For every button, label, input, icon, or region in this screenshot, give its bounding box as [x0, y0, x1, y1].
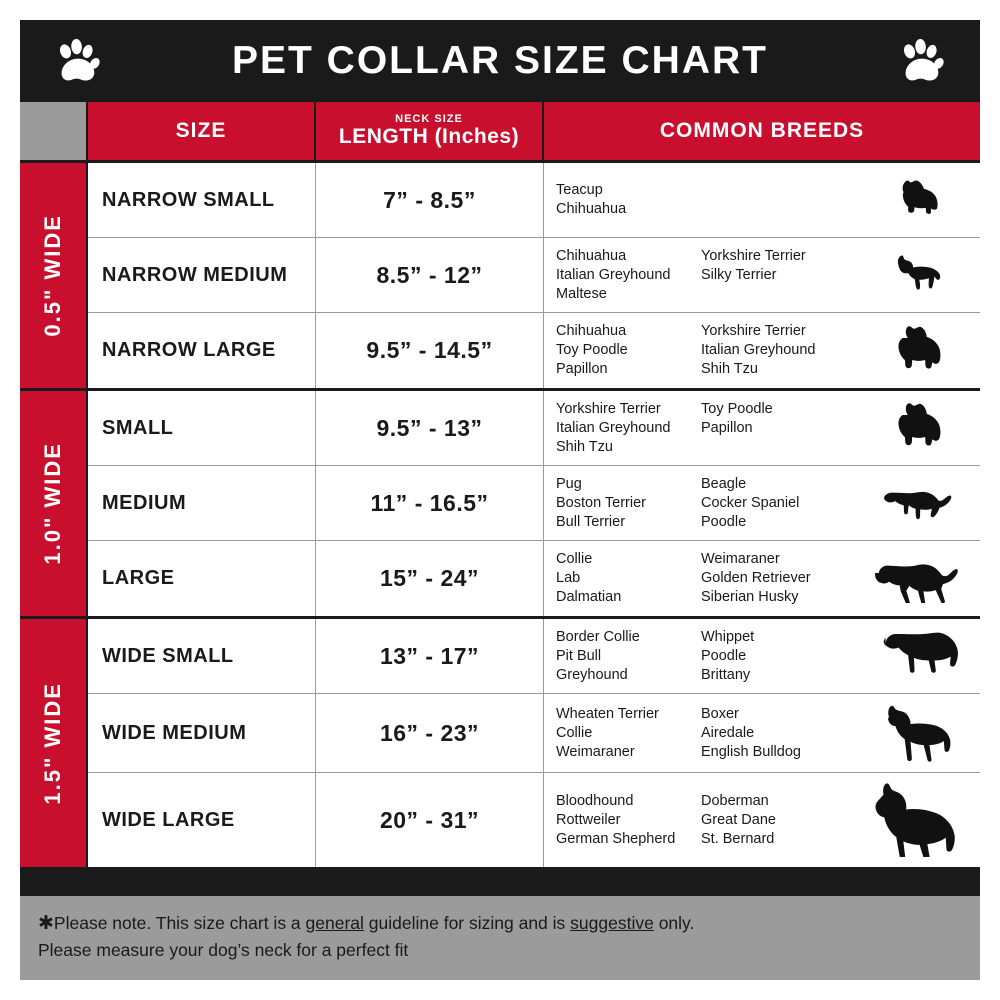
- breed-list-column-2: [701, 181, 846, 219]
- cell-size-name: WIDE SMALL: [88, 619, 316, 693]
- breed-list-column-1: [556, 322, 701, 379]
- breed-list-column-1: [556, 550, 701, 607]
- breed-name: Boxer: [701, 705, 739, 722]
- breed-list-column-2: [701, 475, 846, 532]
- group-width-label-text: 0.5" WIDE: [40, 214, 65, 337]
- cell-size-name: WIDE LARGE: [88, 773, 316, 867]
- paw-print-icon: [54, 37, 102, 85]
- breed-name: Airedale: [701, 724, 755, 741]
- dog-silhouette-beagle-icon: [866, 480, 976, 526]
- footer-note: [20, 896, 980, 980]
- breed-name: Pit Bull: [556, 647, 602, 664]
- breed-name: Doberman: [701, 792, 769, 809]
- table-row: [88, 313, 980, 388]
- breed-name: Boston Terrier: [556, 494, 646, 511]
- header-spacer-cell: [20, 102, 88, 160]
- breed-columns: [556, 400, 866, 457]
- breed-list-column-2: [701, 400, 846, 457]
- cell-common-breeds: [544, 163, 980, 237]
- breed-name: Cocker Spaniel: [701, 494, 800, 511]
- breed-name: Shih Tzu: [556, 438, 613, 455]
- breed-name: Chihuahua: [556, 201, 627, 217]
- table-row: [88, 541, 980, 616]
- cell-neck-length: 15” - 24”: [316, 541, 544, 616]
- cell-neck-length: 8.5” - 12”: [316, 238, 544, 312]
- footer-line-1: [38, 910, 962, 937]
- breed-name: Papillon: [701, 419, 753, 436]
- breed-columns: [556, 628, 866, 685]
- breed-name: Italian Greyhound: [556, 266, 671, 283]
- cell-common-breeds: [544, 391, 980, 465]
- breed-list-column-1: [556, 628, 701, 685]
- footer-line-2: Please measure your dog’s neck for a perfect fit: [38, 940, 409, 960]
- breed-name: German Shepherd: [556, 830, 676, 847]
- size-chart: [20, 20, 980, 980]
- breed-list-column-1: [556, 705, 701, 762]
- cell-size-name: SMALL: [88, 391, 316, 465]
- breed-name: Yorkshire Terrier: [701, 247, 806, 264]
- dog-silhouette-boxer-icon: [866, 700, 976, 766]
- table-row: [88, 163, 980, 238]
- breed-name: Yorkshire Terrier: [701, 323, 806, 339]
- cell-neck-length: 16” - 23”: [316, 694, 544, 772]
- breed-name: Shih Tzu: [701, 361, 758, 377]
- breed-name: Collie: [556, 724, 593, 741]
- column-header-length: [316, 102, 544, 160]
- breed-name: Papillon: [556, 361, 608, 377]
- breed-name: St. Bernard: [701, 830, 775, 847]
- table-row: [88, 773, 980, 867]
- cell-common-breeds: [544, 313, 980, 388]
- dog-silhouette-yorkie-icon: [866, 174, 976, 226]
- column-header-common-breeds: COMMON BREEDS: [544, 102, 980, 160]
- cell-common-breeds: [544, 466, 980, 540]
- breed-list-column-1: [556, 475, 701, 532]
- breed-name: Silky Terrier: [701, 266, 777, 283]
- asterisk-icon: ✱: [38, 913, 54, 934]
- breed-list-column-2: [701, 628, 846, 685]
- cell-common-breeds: [544, 773, 980, 867]
- cell-common-breeds: [544, 238, 980, 312]
- cell-neck-length: 9.5” - 13”: [316, 391, 544, 465]
- breed-name: Golden Retriever: [701, 570, 811, 586]
- breed-list-column-2: [701, 550, 846, 607]
- group-width-label: [20, 391, 88, 616]
- size-group: [20, 388, 980, 616]
- footer-underline-suggestive: suggestive: [570, 913, 654, 933]
- breed-name: Teacup: [556, 182, 603, 198]
- breed-list-column-2: [701, 705, 846, 762]
- table-row: [88, 391, 980, 466]
- page-title: PET COLLAR SIZE CHART: [232, 39, 768, 82]
- breed-list-column-1: [556, 400, 701, 457]
- breed-list-column-2: [701, 247, 846, 304]
- breed-name: Dalmatian: [556, 589, 622, 605]
- breed-list-column-1: [556, 247, 701, 304]
- dog-silhouette-retriever-icon: [866, 551, 976, 607]
- breed-name: Beagle: [701, 475, 747, 492]
- group-width-label-text: 1.5" WIDE: [40, 681, 65, 805]
- footer-text-c: only.: [653, 913, 695, 933]
- table-body: [20, 160, 980, 867]
- breed-name: Greyhound: [556, 666, 628, 683]
- breed-name: Italian Greyhound: [701, 342, 816, 358]
- cell-neck-length: 13” - 17”: [316, 619, 544, 693]
- cell-size-name: NARROW LARGE: [88, 313, 316, 388]
- breed-name: Italian Greyhound: [556, 419, 671, 436]
- breed-name: Chihuahua: [556, 323, 627, 339]
- breed-name: Bull Terrier: [556, 513, 626, 530]
- cell-neck-length: 11” - 16.5”: [316, 466, 544, 540]
- dog-silhouette-chihuahua-icon: [866, 250, 976, 300]
- size-group: [20, 160, 980, 388]
- paw-print-icon: [898, 37, 946, 85]
- breed-name: Lab: [556, 570, 581, 586]
- cell-size-name: NARROW MEDIUM: [88, 238, 316, 312]
- column-header-size: SIZE: [88, 102, 316, 160]
- cell-common-breeds: [544, 541, 980, 616]
- breed-name: Brittany: [701, 666, 751, 683]
- cell-common-breeds: [544, 694, 980, 772]
- breed-name: Weimaraner: [701, 551, 780, 567]
- breed-name: Pug: [556, 475, 582, 492]
- breed-list-column-2: [701, 322, 846, 379]
- cell-neck-length: 9.5” - 14.5”: [316, 313, 544, 388]
- breed-name: Wheaten Terrier: [556, 705, 659, 722]
- breed-columns: [556, 705, 866, 762]
- breed-name: Border Collie: [556, 628, 640, 645]
- table-row: [88, 694, 980, 773]
- cell-size-name: NARROW SMALL: [88, 163, 316, 237]
- breed-columns: [556, 247, 866, 304]
- breed-columns: [556, 181, 866, 219]
- breed-name: Collie: [556, 551, 593, 567]
- breed-columns: [556, 475, 866, 532]
- column-header-neck-size: NECK SIZE: [395, 113, 463, 125]
- group-rows: [88, 391, 980, 616]
- breed-name: English Bulldog: [701, 743, 801, 760]
- table-row: [88, 466, 980, 541]
- cell-size-name: WIDE MEDIUM: [88, 694, 316, 772]
- breed-name: Toy Poodle: [556, 342, 628, 358]
- cell-size-name: LARGE: [88, 541, 316, 616]
- dog-silhouette-papillon-icon: [866, 323, 976, 379]
- group-width-label: [20, 619, 88, 867]
- table-row: [88, 619, 980, 694]
- footer-underline-general: general: [305, 913, 364, 933]
- breed-name: Rottweiler: [556, 811, 621, 828]
- breed-name: Poodle: [701, 513, 747, 530]
- breed-list-column-1: [556, 181, 701, 219]
- breed-name: Toy Poodle: [701, 400, 773, 417]
- cell-neck-length: 20” - 31”: [316, 773, 544, 867]
- dog-silhouette-doberman-icon: [866, 779, 976, 861]
- dog-silhouette-bulldog-icon: [866, 625, 976, 687]
- group-width-label: [20, 163, 88, 388]
- group-rows: [88, 619, 980, 867]
- dog-silhouette-papillon-icon: [866, 400, 976, 456]
- table-header-row: [20, 102, 980, 160]
- cell-neck-length: 7” - 8.5”: [316, 163, 544, 237]
- breed-name: Poodle: [701, 647, 747, 664]
- cell-common-breeds: [544, 619, 980, 693]
- breed-name: Siberian Husky: [701, 589, 799, 605]
- size-group: [20, 616, 980, 867]
- breed-name: Whippet: [701, 628, 755, 645]
- size-table: [20, 102, 980, 896]
- breed-name: Weimaraner: [556, 743, 635, 760]
- footer-text-b: guideline for sizing and is: [363, 913, 571, 933]
- breed-name: Great Dane: [701, 811, 776, 828]
- breed-list-column-2: [701, 792, 846, 849]
- breed-columns: [556, 322, 866, 379]
- footer-text-a: Please note. This size chart is a: [53, 913, 306, 933]
- breed-name: Yorkshire Terrier: [556, 400, 661, 417]
- table-row: [88, 238, 980, 313]
- column-header-length-inches: LENGTH (Inches): [338, 125, 520, 148]
- group-width-label-text: 1.0" WIDE: [40, 442, 65, 565]
- breed-columns: [556, 792, 866, 849]
- chart-header: [20, 20, 980, 102]
- breed-name: Bloodhound: [556, 792, 634, 809]
- breed-name: Maltese: [556, 285, 607, 302]
- cell-size-name: MEDIUM: [88, 466, 316, 540]
- breed-name: Chihuahua: [556, 247, 627, 264]
- group-rows: [88, 163, 980, 388]
- breed-list-column-1: [556, 792, 701, 849]
- breed-columns: [556, 550, 866, 607]
